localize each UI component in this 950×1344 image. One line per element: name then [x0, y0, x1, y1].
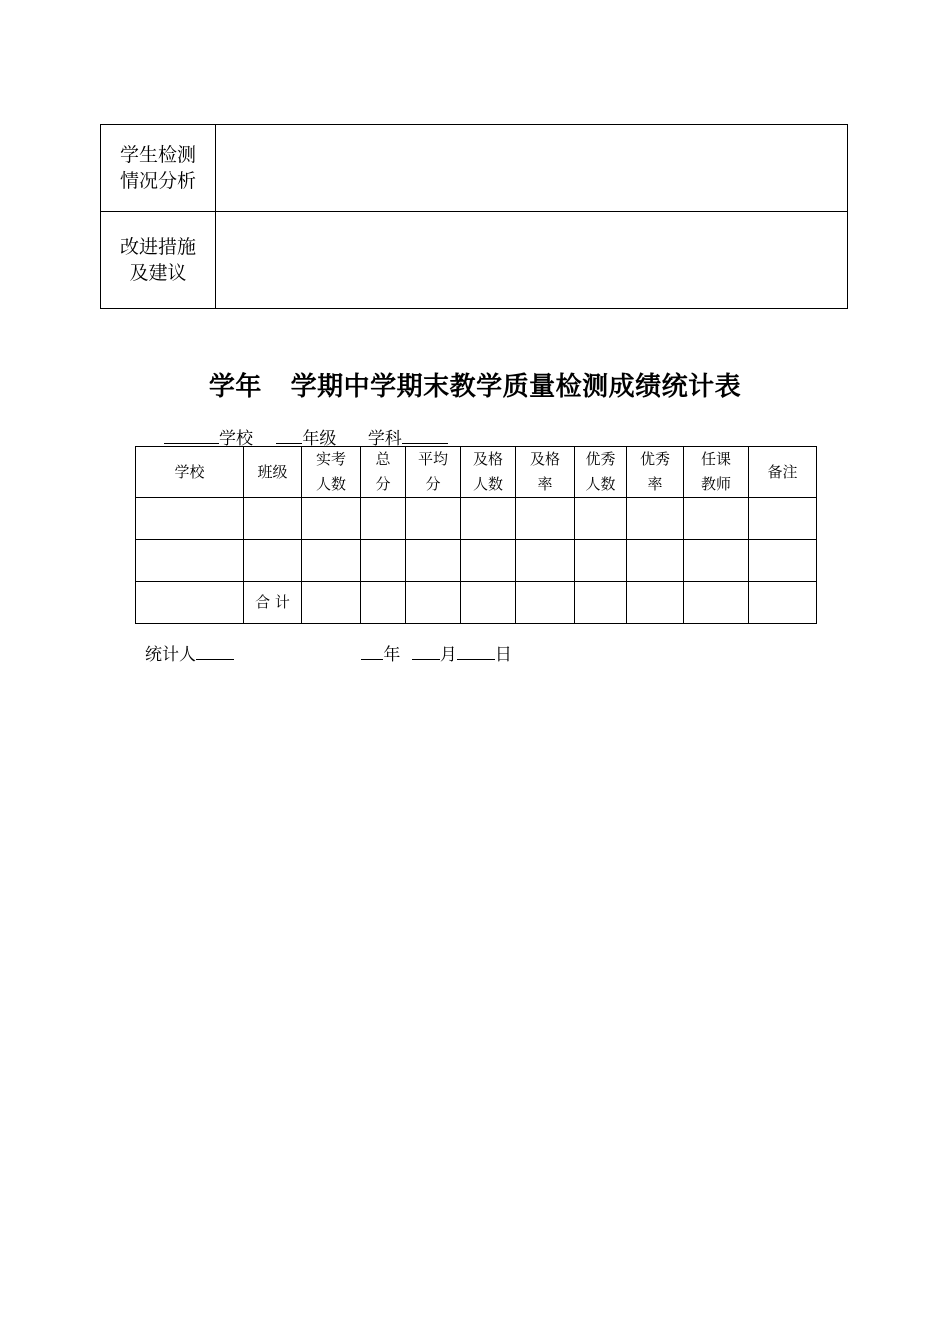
grade-blank[interactable]: [276, 428, 302, 444]
table-cell[interactable]: [749, 540, 817, 582]
table-cell[interactable]: [406, 582, 461, 624]
header-average: 平均 分: [406, 447, 461, 498]
header-excellent-count: 优秀 人数: [575, 447, 627, 498]
table-cell[interactable]: [684, 498, 749, 540]
year-blank[interactable]: [361, 644, 383, 660]
table-cell[interactable]: [302, 582, 361, 624]
table-cell[interactable]: [627, 498, 684, 540]
analysis-label-line2: 情况分析: [119, 170, 196, 192]
table-row-total: [136, 582, 817, 624]
school-blank[interactable]: [164, 428, 219, 444]
analysis-label-line1: 改进措施: [119, 236, 196, 258]
analysis-content-improvement[interactable]: [216, 212, 848, 309]
stats-table: [135, 446, 817, 624]
table-cell[interactable]: [461, 582, 516, 624]
table-cell[interactable]: [302, 540, 361, 582]
stats-header-row: [136, 447, 817, 498]
subject-label: 学科: [367, 429, 402, 449]
analysis-table: [100, 124, 848, 309]
header-school: 学校: [136, 447, 244, 498]
counter-blank[interactable]: [196, 644, 234, 660]
header-remarks: 备注: [749, 447, 817, 498]
table-cell[interactable]: [244, 498, 302, 540]
table-cell[interactable]: [244, 540, 302, 582]
table-cell[interactable]: [575, 498, 627, 540]
header-teacher: 任课 教师: [684, 447, 749, 498]
counter-label: 统计人: [145, 645, 196, 665]
day-blank[interactable]: [457, 644, 495, 660]
table-cell[interactable]: [361, 582, 406, 624]
table-cell[interactable]: [684, 582, 749, 624]
header-total-score: 总 分: [361, 447, 406, 498]
table-cell[interactable]: [406, 540, 461, 582]
header-actual-count: 实考 人数: [302, 447, 361, 498]
table-cell[interactable]: [749, 498, 817, 540]
school-label: 学校: [219, 429, 253, 449]
table-cell[interactable]: [136, 540, 244, 582]
table-cell[interactable]: [461, 540, 516, 582]
header-excellent-rate: 优秀 率: [627, 447, 684, 498]
table-row: [136, 540, 817, 582]
form-footer: [145, 640, 512, 665]
day-label: 日: [494, 645, 512, 665]
header-class: 班级: [244, 447, 302, 498]
table-cell[interactable]: [361, 498, 406, 540]
analysis-label-line1: 学生检测: [119, 144, 196, 166]
month-blank[interactable]: [412, 644, 440, 660]
table-cell[interactable]: [627, 540, 684, 582]
table-cell[interactable]: [406, 498, 461, 540]
total-label: 合 计: [244, 582, 302, 624]
table-cell[interactable]: [749, 582, 817, 624]
analysis-row-student-test: [101, 125, 848, 212]
subject-blank[interactable]: [402, 428, 448, 444]
table-cell[interactable]: [461, 498, 516, 540]
analysis-label-student-test: [101, 125, 216, 212]
month-label: 月: [439, 645, 457, 665]
table-cell[interactable]: [136, 582, 244, 624]
table-cell[interactable]: [575, 540, 627, 582]
grade-label: 年级: [302, 429, 337, 449]
header-pass-rate: 及格 率: [516, 447, 575, 498]
table-cell[interactable]: [684, 540, 749, 582]
page-title: 学年 学期中学期末教学质量检测成绩统计表: [208, 372, 742, 402]
year-label: 年: [383, 645, 401, 665]
table-cell[interactable]: [516, 498, 575, 540]
analysis-row-improvement: [101, 212, 848, 309]
table-row: [136, 498, 817, 540]
table-cell[interactable]: [516, 582, 575, 624]
table-cell[interactable]: [516, 540, 575, 582]
table-cell[interactable]: [302, 498, 361, 540]
analysis-label-line2: 及建议: [129, 262, 187, 284]
header-pass-count: 及格 人数: [461, 447, 516, 498]
table-cell[interactable]: [575, 582, 627, 624]
table-cell[interactable]: [627, 582, 684, 624]
table-cell[interactable]: [136, 498, 244, 540]
analysis-label-improvement: [101, 212, 216, 309]
table-cell[interactable]: [361, 540, 406, 582]
analysis-content-student-test[interactable]: [216, 125, 848, 212]
